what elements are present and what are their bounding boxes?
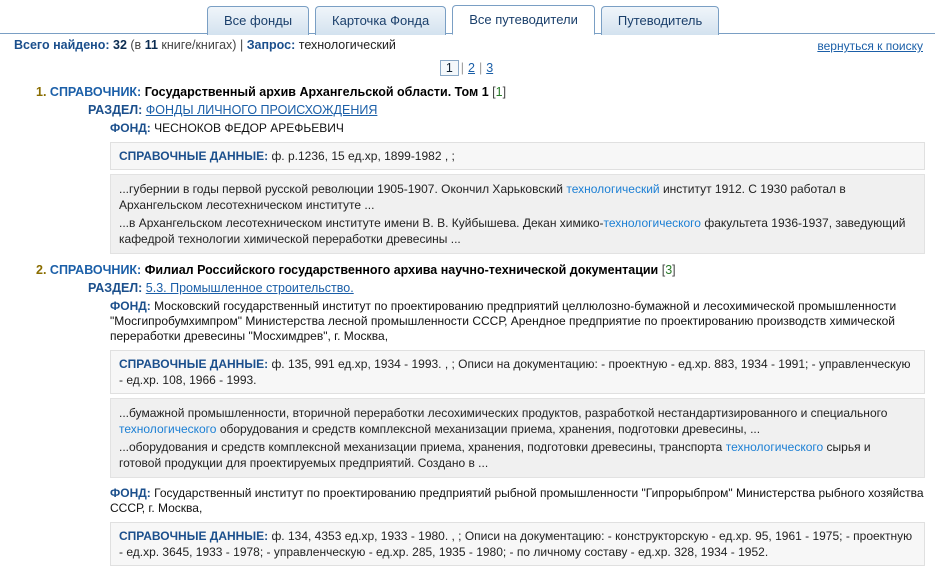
fond-row bbox=[88, 119, 925, 138]
result-title[interactable]: Филиал Российского государственного архива научно-технической документации bbox=[144, 263, 659, 277]
snippet-post: институт 1912. С 1930 работал в Архангельском лесотехническом институте ... bbox=[119, 182, 846, 212]
found-count: 32 bbox=[113, 38, 127, 52]
section-label: РАЗДЕЛ: bbox=[88, 281, 143, 295]
results-list bbox=[0, 82, 935, 570]
snippet-pre: ...губернии в годы первой русской революции 1905-1907. Окончил Харьковский bbox=[119, 182, 567, 196]
snippet-highlight: технологического bbox=[603, 216, 701, 230]
tab-fund-card[interactable]: Карточка Фонда bbox=[315, 6, 446, 35]
section-row bbox=[88, 101, 925, 119]
reference-data-label: СПРАВОЧНЫЕ ДАННЫЕ: bbox=[119, 149, 269, 163]
reference-data-card bbox=[110, 522, 925, 566]
snippet-post: факультета 1936-1937, заведующий кафедрой технологии химической переработки древесины ... bbox=[119, 216, 906, 246]
bracket-open: [ bbox=[661, 263, 666, 277]
query-value: технологический bbox=[298, 38, 396, 52]
fond-label: ФОНД: bbox=[110, 299, 151, 313]
result-number: 1. bbox=[36, 85, 47, 99]
snippet-pre: ...бумажной промышленности, вторичной переработки лесохимических продуктов, разработкой нестандартизированного и специального bbox=[119, 406, 888, 420]
result-hit-count bbox=[492, 85, 506, 99]
snippet-highlight: технологического bbox=[119, 422, 217, 436]
bracket-close: ] bbox=[502, 85, 507, 99]
reference-data-card bbox=[110, 142, 925, 170]
snippet-post: сырья и готовой продукции для проектируемых предприятий. Создано в ... bbox=[119, 440, 871, 470]
info-divider: | bbox=[239, 38, 244, 52]
result-kind-label: СПРАВОЧНИК: bbox=[49, 263, 142, 277]
back-to-search-link[interactable]: вернуться к поиску bbox=[817, 39, 923, 53]
fond-row bbox=[88, 297, 925, 346]
page-sep-2: | bbox=[478, 61, 483, 75]
fond-value[interactable]: ЧЕСНОКОВ ФЕДОР АРЕФЬЕВИЧ bbox=[154, 121, 344, 135]
page-current[interactable]: 1 bbox=[440, 60, 459, 76]
snippet-post: оборудования и средств комплексной механизации приема, хранения, подготовки древесины, ... bbox=[216, 422, 761, 436]
section-value[interactable]: ФОНДЫ ЛИЧНОГО ПРОИСХОЖДЕНИЯ bbox=[145, 103, 378, 117]
books-word: книге/книгах) bbox=[161, 38, 237, 52]
result-header bbox=[0, 260, 925, 279]
section-value[interactable]: 5.3. Промышленное строительство. bbox=[145, 281, 354, 295]
snippet-line bbox=[119, 180, 916, 214]
page-sep-1: | bbox=[460, 61, 465, 75]
tab-all-funds[interactable]: Все фонды bbox=[207, 6, 309, 35]
result-item bbox=[0, 260, 925, 566]
result-kind-label: СПРАВОЧНИК: bbox=[49, 85, 142, 99]
pagination bbox=[0, 56, 935, 82]
section-label: РАЗДЕЛ: bbox=[88, 103, 143, 117]
snippet-highlight: технологического bbox=[725, 440, 824, 454]
snippet-line bbox=[119, 214, 916, 248]
tab-guide[interactable]: Путеводитель bbox=[601, 6, 719, 35]
reference-data-label: СПРАВОЧНЫЕ ДАННЫЕ: bbox=[119, 529, 269, 543]
snippet-pre: ...в Архангельском лесотехническом институте имени В. В. Куйбышева. Декан химико- bbox=[119, 216, 604, 230]
tab-all-guides[interactable]: Все путеводители bbox=[452, 5, 595, 35]
books-count: 11 bbox=[144, 38, 158, 52]
reference-data-value: ф. р.1236, 15 ед.хр, 1899-1982 , ; bbox=[271, 149, 455, 163]
fond-value[interactable]: Государственный институт по проектированию предприятий рыбной промышленности "Гипрорыбпром" Министерства рыбного хозяйства СССР, г. Москва, bbox=[110, 486, 924, 515]
fond-row bbox=[88, 484, 925, 518]
snippet-block bbox=[110, 398, 925, 478]
reference-data-label: СПРАВОЧНЫЕ ДАННЫЕ: bbox=[119, 357, 269, 371]
result-body bbox=[0, 101, 925, 254]
reference-data-value: ф. 135, 991 ед.хр, 1934 - 1993. , ; Описи на документацию: - проектную - ед.хр. 883, 1934 - 1991; - управленческую - ед.хр. 108, 1966 - 1993. bbox=[119, 357, 911, 387]
section-row bbox=[88, 279, 925, 297]
snippet-line bbox=[119, 404, 916, 438]
page-link-2[interactable]: 2 bbox=[468, 61, 475, 75]
fond-label: ФОНД: bbox=[110, 121, 151, 135]
query-label: Запрос: bbox=[246, 38, 296, 52]
page-link-3[interactable]: 3 bbox=[486, 61, 494, 75]
result-title[interactable]: Государственный архив Архангельской области. Том 1 bbox=[144, 85, 489, 99]
hit-count-value: 1 bbox=[495, 85, 503, 99]
reference-data-card bbox=[110, 350, 925, 394]
in-books-open: (в bbox=[130, 38, 142, 52]
results-info-bar bbox=[0, 34, 935, 56]
fond-label: ФОНД: bbox=[110, 486, 151, 500]
bracket-close: ] bbox=[672, 263, 676, 277]
result-body bbox=[0, 279, 925, 566]
result-number: 2. bbox=[36, 263, 47, 277]
tab-bar bbox=[0, 0, 935, 34]
snippet-highlight: технологический bbox=[566, 182, 660, 196]
reference-data-value: ф. 134, 4353 ед.хр, 1933 - 1980. , ; Описи на документацию: - конструкторскую - ед.хр. 95, 1961 - 1975; - проектную - ед.хр. 3645, 1933 - 1978; - управленческую - ед.хр. 285, 1935 - 1980; - по личному составу - ед.хр. 328, 1934 - 1952. bbox=[119, 529, 913, 559]
bracket-open: [ bbox=[492, 85, 496, 99]
fond-value[interactable]: Московский государственный институт по проектированию предприятий целлюлозно-бумажной и лесохимической промышленности "Мосгипробумхимпром" Министерства лесной промышленности СССР, Арендное предприятие по проектированию производств химической переработки древесины "Мосхимдрев", г. Москва, bbox=[110, 299, 897, 343]
result-header bbox=[0, 82, 925, 101]
result-hit-count bbox=[662, 263, 676, 277]
snippet-pre: ...оборудования и средств комплексной механизации приема, хранения, подготовки древесины, транспорта bbox=[119, 440, 726, 454]
tabs bbox=[207, 0, 935, 34]
snippet-line bbox=[119, 438, 916, 472]
found-label: Всего найдено: bbox=[14, 38, 110, 52]
hit-count-value: 3 bbox=[665, 263, 673, 277]
snippet-block bbox=[110, 174, 925, 254]
result-item bbox=[0, 82, 925, 254]
